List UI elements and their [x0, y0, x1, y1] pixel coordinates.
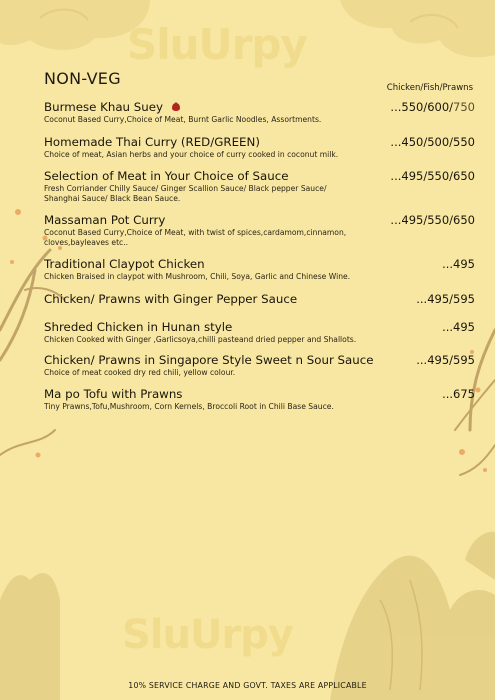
item-price: ...675	[442, 387, 475, 401]
item-description: Fresh Corriander Chilly Sauce/ Ginger Scallion Sauce/ Black pepper Sauce/ Shanghai Sauce/ Black Bean Sauce.	[44, 184, 327, 203]
item-description: Chicken Cooked with Ginger ,Garlicsoya,chilli pasteand dried pepper and Shallots.	[44, 335, 357, 344]
item-name: Homemade Thai Curry (RED/GREEN)	[44, 135, 260, 149]
item-description: Choice of meat cooked dry red chili, yellow colour.	[44, 368, 236, 377]
item-description: Coconut Based Curry,Choice of Meat, Burnt Garlic Noodles, Assortments.	[44, 115, 322, 124]
section-title: NON-VEG	[44, 69, 121, 88]
item-description: Tiny Prawns,Tofu,Mushroom, Corn Kernels, Broccoli Root in Chili Base Sauce.	[44, 402, 334, 411]
item-name: Chicken/ Prawns in Singapore Style Sweet n Sour Sauce	[44, 353, 374, 367]
item-description: Chicken Braised in claypot with Mushroom, Chili, Soya, Garlic and Chinese Wine.	[44, 272, 351, 281]
menu-item	[44, 257, 475, 282]
item-name: Chicken/ Prawns with Ginger Pepper Sauce	[44, 292, 298, 306]
menu-item	[44, 213, 475, 248]
item-price: ...550/600/	[390, 100, 454, 114]
menu-item	[44, 387, 475, 412]
cloud-top-right	[340, 0, 495, 57]
item-name: Shreded Chicken in Hunan style	[44, 320, 233, 334]
item-price: ...495/595	[416, 353, 475, 367]
menu-item	[44, 353, 475, 378]
item-name: Ma po Tofu with Prawns	[44, 387, 183, 401]
watermark-bottom: SluUrpy	[122, 612, 293, 658]
menu-item	[44, 320, 475, 345]
item-price-suffix: 750	[453, 100, 475, 114]
chili-icon	[171, 102, 181, 112]
item-name: Selection of Meat in Your Choice of Sauce	[44, 169, 289, 183]
menu-item	[44, 169, 475, 204]
menu-item	[44, 135, 475, 160]
item-price: ...495	[442, 257, 475, 271]
item-description: Coconut Based Curry,Choice of Meat, with twist of spices,cardamom,cinnamon, cloves,bayleaves etc..	[44, 228, 347, 247]
item-price: ...495	[442, 320, 475, 334]
watermark-top: SluUrpy	[127, 20, 307, 69]
menu-item	[44, 292, 475, 306]
menu-item	[44, 100, 475, 125]
price-column-header: Chicken/Fish/Prawns	[386, 83, 473, 93]
footer-note: 10% SERVICE CHARGE AND GOVT. TAXES ARE APPLICABLE	[128, 681, 367, 690]
item-price: ...495/550/650	[390, 213, 475, 227]
item-description: Choice of meat, Asian herbs and your choice of curry cooked in coconut milk.	[44, 150, 339, 159]
item-price: ...495/595	[416, 292, 475, 306]
item-name: Traditional Claypot Chicken	[44, 257, 205, 271]
mountains-bottom-right	[330, 532, 495, 700]
item-name: Burmese Khau Suey	[44, 100, 163, 114]
item-price: ...450/500/550	[390, 135, 475, 149]
item-name: Massaman Pot Curry	[44, 213, 166, 227]
item-price: ...495/550/650	[390, 169, 475, 183]
